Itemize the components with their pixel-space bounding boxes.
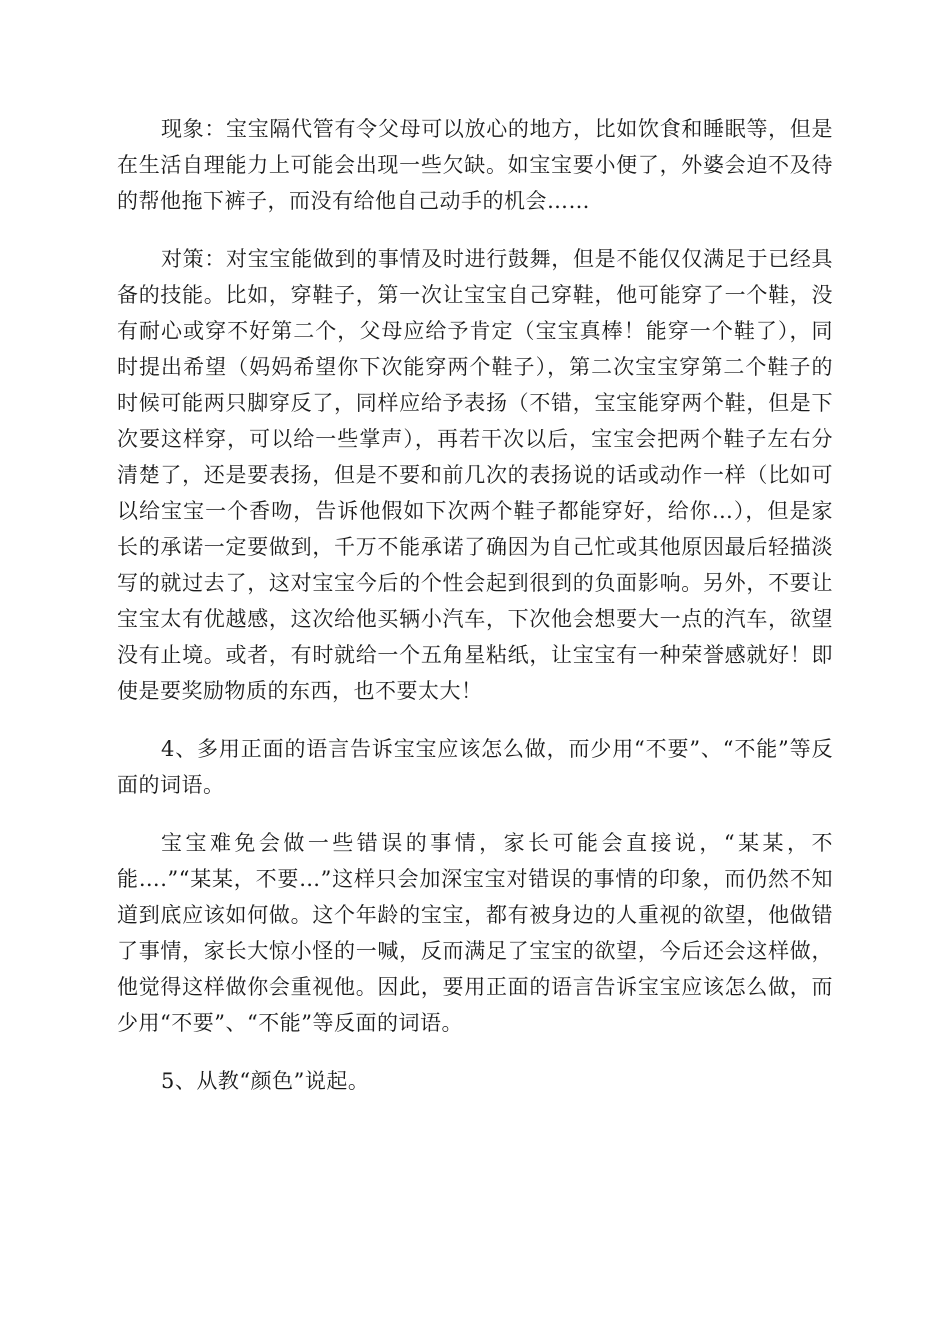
paragraph-strategy: 对策：对宝宝能做到的事情及时进行鼓舞，但是不能仅仅满足于已经具备的技能。比如，穿鞋子，第一次让宝宝自己穿鞋，他可能穿了一个鞋，没有耐心或穿不好第二个，父母应给予肯定（宝宝真棒！能穿一个鞋了），同时提出希望（妈妈希望你下次能穿两个鞋子），第二次宝宝穿第二个鞋子的时候可能两只脚穿反了，同样应给予表扬（不错，宝宝能穿两个鞋，但是下次要这样穿，可以给一些掌声），再若干次以后，宝宝会把两个鞋子左右分清楚了，还是要表扬，但是不要和前几次的表扬说的话或动作一样（比如可以给宝宝一个香吻，告诉他假如下次两个鞋子都能穿好，给你…），但是家长的承诺一定要做到，千万不能承诺了确因为自己忙或其他原因最后轻描淡写的就过去了，这对宝宝今后的个性会起到很到的负面影响。另外，不要让宝宝太有优越感，这次给他买辆小汽车，下次他会想要大一点的汽车，欲望没有止境。或者，有时就给一个五角星粘纸，让宝宝有一种荣誉感就好！即使是要奖励物质的东西，也不要太大！ [117,247,833,703]
document-body [117,111,833,1121]
paragraph-phenomenon: 现象：宝宝隔代管有令父母可以放心的地方，比如饮食和睡眠等，但是在生活自理能力上可能会出现一些欠缺。如宝宝要小便了，外婆会迫不及待的帮他拖下裤子，而没有给他自己动手的机会…… [117,117,833,213]
section-heading-5: 5、从教“颜色”说起。 [161,1069,370,1093]
section-heading-4: 4、多用正面的语言告诉宝宝应该怎么做，而少用“不要”、“不能”等反面的词语。 [117,737,833,797]
paragraph-positive-language: 宝宝难免会做一些错误的事情，家长可能会直接说，“某某，不能….”“某某，不要…”这样只会加深宝宝对错误的事情的印象，而仍然不知道到底应该如何做。这个年龄的宝宝，都有被身边的人重视的欲望，他做错了事情，家长大惊小怪的一喊，反而满足了宝宝的欲望，今后还会这样做，他觉得这样做你会重视他。因此，要用正面的语言告诉宝宝应该怎么做，而少用“不要”、“不能”等反面的词语。 [117,831,833,1035]
